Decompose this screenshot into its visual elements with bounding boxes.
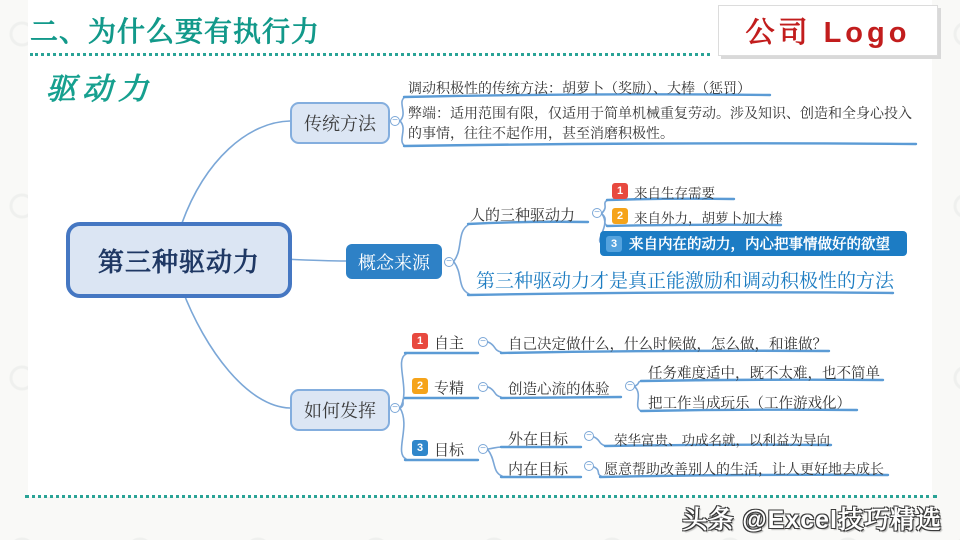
number-badge-2: 2 <box>612 208 628 224</box>
collapse-icon <box>390 116 400 126</box>
branch-how-to-exert: 如何发挥 <box>290 389 390 431</box>
collapse-icon <box>592 208 602 218</box>
mastery-leaf-2: 把工作当成玩乐（工作游戏化） <box>648 396 851 412</box>
page-title: 二、为什么要有执行力 <box>30 16 321 47</box>
label-internal-goal: 内在目标 <box>508 461 569 478</box>
concept-item-3-highlight <box>600 231 907 256</box>
concept-sub-topic: 人的三种驱动力 <box>470 207 576 224</box>
footer-divider <box>25 495 937 498</box>
number-badge-goal: 3 <box>412 440 428 456</box>
branch-traditional-method: 传统方法 <box>290 102 390 144</box>
root-topic: 第三种驱动力 <box>66 222 292 298</box>
branch-concept-source: 概念来源 <box>346 244 442 279</box>
internal-goal-text: 愿意帮助改善别人的生活，让人更好地去成长 <box>604 461 884 477</box>
traditional-leaf-1: 调动积极性的传统方法：胡萝卜（奖励）、大棒（惩罚） <box>408 80 751 96</box>
collapse-icon <box>478 444 488 454</box>
label-mastery: 专精 <box>434 380 465 397</box>
mastery-mid-topic: 创造心流的体验 <box>508 382 610 398</box>
concept-item-3: 来自内在的动力，内心把事情做好的欲望 <box>629 237 890 253</box>
collapse-icon <box>478 337 488 347</box>
concept-item-2: 来自外力，胡萝卜加大棒 <box>634 211 783 226</box>
number-badge-mastery: 2 <box>412 378 428 394</box>
collapse-icon <box>625 381 635 391</box>
collapse-icon <box>584 461 594 471</box>
number-badge-autonomy: 1 <box>412 333 428 349</box>
external-goal-text: 荣华富贵、功成名就，以利益为导向 <box>614 433 830 448</box>
label-goal: 目标 <box>434 442 465 459</box>
title-divider <box>30 53 710 56</box>
collapse-icon <box>584 431 594 441</box>
collapse-icon <box>444 257 454 267</box>
concept-statement: 第三种驱动力才是真正能激励和调动积极性的方法 <box>476 271 895 292</box>
number-badge-1: 1 <box>612 183 628 199</box>
label-external-goal: 外在目标 <box>508 431 569 448</box>
mastery-leaf-1: 任务难度适中，既不太难，也不简单 <box>648 366 880 382</box>
slide-subtitle: 驱动力 <box>46 72 154 107</box>
company-logo <box>718 5 938 56</box>
company-logo-text: 公司 Logo <box>745 17 911 49</box>
autonomy-text: 自己决定做什么，什么时候做，怎么做，和谁做？ <box>508 337 827 353</box>
number-badge-3: 3 <box>606 236 622 252</box>
collapse-icon <box>390 403 400 413</box>
collapse-icon <box>478 382 488 392</box>
label-autonomy: 自主 <box>434 335 465 352</box>
traditional-leaf-2: 弊端：适用范围有限，仅适用于简单机械重复劳动。涉及知识、创造和全身心投入的事情，往往不起作用，甚至消磨积极性。 <box>408 105 912 141</box>
concept-item-1: 来自生存需要 <box>634 186 715 201</box>
watermark: 头条 @Excel技巧精选 <box>682 506 942 534</box>
